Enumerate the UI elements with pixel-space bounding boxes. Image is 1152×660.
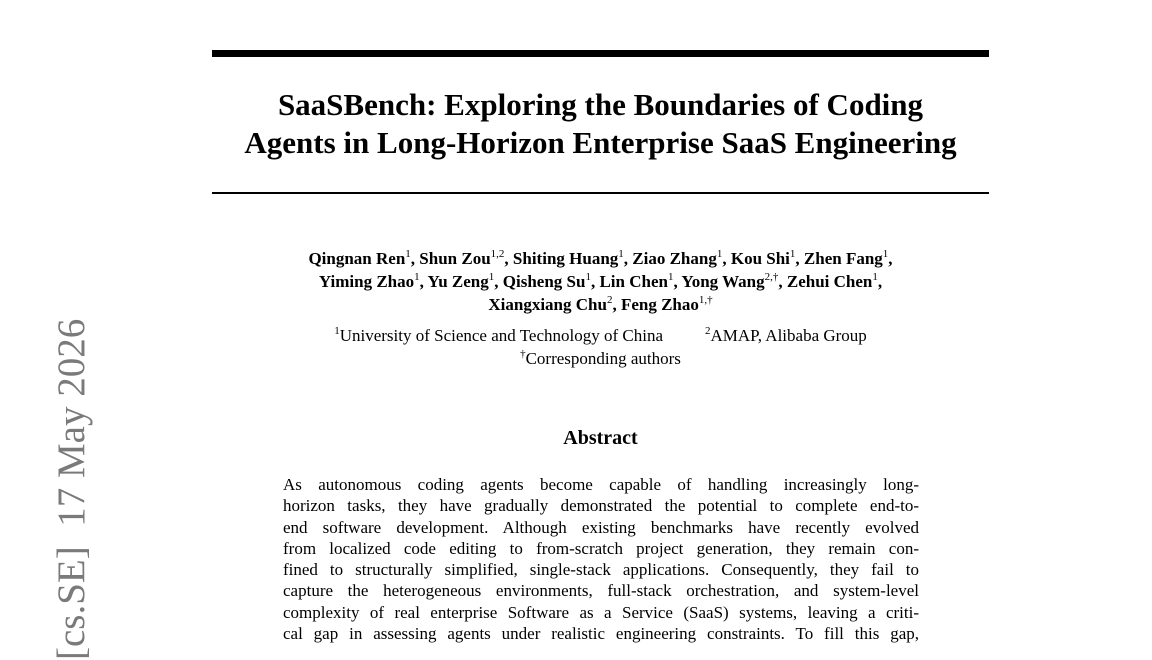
author-name: Yong Wang [681,272,765,291]
author-name: Lin Chen [599,272,668,291]
author-affiliation-marker: 1 [405,248,411,260]
author-affiliation-marker: 1 [716,248,723,260]
author-name: Yu Zeng [427,272,489,291]
author-line: Qingnan Ren$^1$, Shun Zou$^{1,2}$, Shiting Huang$^1$, Ziao Zhang$^1$, Kou Shi$^1$, Zhen Fang$^1$, [308,248,893,268]
author-affiliation-marker: 1 [488,271,495,283]
author-affiliation-marker: 1 [618,248,624,260]
corresponding-note [200,347,1001,370]
author-line: Yiming Zhao$^1$, Yu Zeng$^1$, Qisheng Su$^1$, Lin Chen$^1$, Yong Wang$^{2,\dagger}$, Zehui Chen$^1$, [318,271,883,291]
author-name: Qingnan Ren [308,249,406,268]
paper-title [200,86,1001,162]
author-affiliation-marker: 1 [414,271,420,283]
author-name: Feng Zhao [620,295,699,314]
paper-title-line-2: Agents in Long-Horizon Enterprise SaaS Engineering [244,125,957,160]
author-name: Zhen Fang [803,249,883,268]
author-line: Xiangxiang Chu$^2$, Feng Zhao$^{1,\dagger}$ [488,294,713,314]
author-affiliation-marker: 2,† [764,271,779,283]
author-affiliation-marker: 1,† [698,294,713,306]
corresponding-marker: † [520,348,526,360]
author-list [200,247,1001,316]
author-name: Xiangxiang Chu [488,295,607,314]
affiliation-2-marker: 2 [705,325,711,337]
author-affiliation-marker: 1,2 [490,248,505,260]
title-bottom-rule [212,192,989,194]
author-name: Kou Shi [730,249,790,268]
affiliation-row [200,324,1001,347]
author-affiliation-marker: 1 [872,271,878,283]
abstract-line: horizon tasks, they have gradually demonstrated the potential to complete end-to- [283,496,919,516]
author-name: Zehui Chen [786,272,873,291]
author-name: Qisheng Su [502,272,586,291]
title-top-rule [212,50,989,57]
author-name: Yiming Zhao [318,272,415,291]
abstract-line: fined to structurally simplified, single-stack applications. Consequently, they fail to [283,560,919,580]
abstract-line: As autonomous coding agents become capable of handling increasingly long- [283,475,919,494]
abstract-line: capture the heterogeneous environments, full-stack orchestration, and system-level [283,581,919,601]
abstract-line: end software development. Although existing benchmarks have recently evolved [283,517,919,537]
abstract-line: complexity of real enterprise Software as a Service (SaaS) systems, leaving a criti- [283,602,919,622]
paper-title-line-1: SaaSBench: Exploring the Boundaries of Coding [277,87,924,122]
abstract-line: from localized code editing to from-scratch project generation, they remain con- [283,538,919,558]
author-name: Ziao Zhang [632,249,717,268]
corresponding-text: Corresponding authors [525,349,681,368]
author-affiliation-marker: 2 [606,294,613,306]
affiliations [200,324,1001,370]
author-name: Shun Zou [419,249,491,268]
affiliation-2: AMAP, Alibaba Group [710,326,867,345]
abstract-heading: Abstract [563,427,638,449]
author-affiliation-marker: 1 [789,248,796,260]
abstract-body [283,474,919,644]
author-name: Shiting Huang [512,249,619,268]
affiliation-1-marker: 1 [334,325,340,337]
arxiv-side-stamp: [cs.SE] 17 May 2026 [50,318,93,660]
author-affiliation-marker: 1 [585,271,591,283]
affiliation-1: University of Science and Technology of China [339,326,663,345]
abstract-line: cal gap in assessing agents under realistic engineering constraints. To fill this gap, [283,624,919,644]
author-affiliation-marker: 1 [667,271,674,283]
author-affiliation-marker: 1 [882,248,889,260]
